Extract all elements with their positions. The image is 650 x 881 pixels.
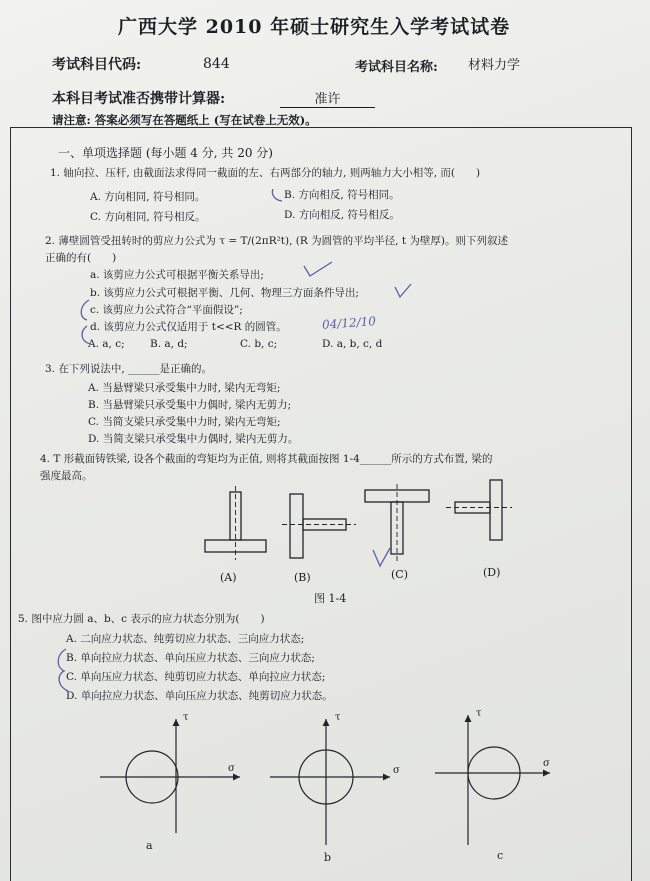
q5-option-a: A. 二向应力状态、纯剪切应力状态、三向应力状态; (66, 633, 305, 645)
subject-name-value: 材料力学 (468, 58, 521, 73)
q2-option-a: A. a, c; (88, 338, 125, 350)
fig-label-b: (B) (294, 571, 311, 584)
sigma-label-b: σ (393, 765, 400, 776)
circle-label-a: a (146, 839, 153, 852)
q2-option-c: C. b, c; (240, 338, 278, 350)
calculator-label: 本科目考试准否携带计算器: (52, 91, 226, 107)
calculator-value-text: 准许 (314, 92, 341, 107)
section-b-shape (282, 494, 356, 558)
q1-option-a: A. 方向相同, 符号相同。 (90, 191, 206, 203)
subject-code-label: 考试科目代码: (52, 57, 142, 73)
fig-label-a: (A) (220, 571, 237, 584)
handwritten-date: 04/12/10 (321, 314, 377, 332)
subject-name-label: 考试科目名称: (355, 60, 438, 75)
sigma-label-c: σ (543, 758, 550, 769)
q5-option-b: B. 单向拉应力状态、单向压应力状态、三向应力状态; (66, 652, 315, 664)
q2-option-b: B. a, d; (150, 338, 188, 350)
q1-option-d: D. 方向相反, 符号相反。 (284, 209, 400, 221)
mohr-circle-c (435, 715, 550, 845)
q5-stem: 5. 图中应力圆 a、b、c 表示的应力状态分别为( ) (18, 613, 265, 625)
page-title: 广西大学 2010 年硕士研究生入学考试试卷 (118, 16, 511, 38)
handwritten-tick-q2b (392, 282, 414, 300)
mohr-circles-figure (90, 705, 570, 865)
q2-item-c: c. 该剪应力公式符合“平面假设”; (90, 304, 243, 316)
q3-option-a: A. 当悬臂梁只承受集中力时, 梁内无弯矩; (88, 382, 281, 394)
section-c-shape (365, 484, 429, 562)
q4-stem-line1: 4. T 形截面铸铁梁, 设各个截面的弯矩均为正值, 则将其截面按图 1-4______所示的方式布置, 梁的 (40, 453, 493, 465)
section-title: 一、单项选择题 (每小题 4 分, 共 20 分) (58, 146, 273, 160)
q4-stem-line2: 强度最高。 (40, 470, 93, 482)
t-section-figures (190, 478, 550, 578)
q2-item-b: b. 该剪应力公式可根据平衡、几何、物理三方面条件导出; (90, 287, 359, 299)
q3-option-b: B. 当悬臂梁只承受集中力偶时, 梁内无剪力; (88, 399, 292, 411)
mohr-circle-a (100, 719, 240, 833)
q2-stem-line1: 2. 薄壁圆管受扭转时的剪应力公式为 τ = T/(2πR²t), (R 为圆管的平均半径, t 为壁厚)。则下列叙述 (45, 235, 508, 247)
q2-item-d: d. 该剪应力公式仅适用于 t<<R 的圆管。 (90, 321, 287, 333)
handwritten-tick (373, 548, 390, 566)
circle-label-c: c (497, 849, 504, 862)
section-a-shape (205, 486, 266, 560)
sigma-label-a: σ (228, 763, 235, 774)
mohr-circle-b (270, 719, 390, 845)
q1-stem: 1. 轴向拉、压杆, 由截面法求得同一截面的左、右两部分的轴力, 则两轴力大小相等, 而( ) (50, 167, 481, 179)
q1-option-b: B. 方向相反, 符号相同。 (284, 189, 400, 201)
q5-option-c: C. 单向压应力状态、纯剪切应力状态、单向拉应力状态; (66, 671, 326, 683)
handwritten-mark-q1 (270, 186, 290, 204)
q3-option-d: D. 当简支梁只承受集中力偶时, 梁内无剪力。 (88, 433, 299, 445)
handwritten-tick-q2a (300, 258, 340, 280)
section-d-shape (446, 480, 512, 540)
q2-item-a: a. 该剪应力公式可根据平衡关系导出; (90, 269, 264, 281)
calculator-value (280, 88, 375, 108)
figure-caption: 图 1-4 (314, 592, 347, 605)
q3-option-c: C. 当简支梁只承受集中力时, 梁内无弯矩; (88, 416, 281, 428)
handwritten-circle-q2 (75, 296, 95, 348)
tau-label-b: τ (335, 712, 341, 723)
q2-option-d: D. a, b, c, d (322, 338, 383, 350)
fig-label-d: (D) (483, 566, 501, 579)
q1-option-c: C. 方向相同, 符号相反。 (90, 211, 206, 223)
q5-option-d: D. 单向拉应力状态、单向压应力状态、纯剪切应力状态。 (66, 690, 333, 702)
handwritten-circle-mark (52, 645, 82, 695)
tau-label-c: τ (476, 708, 482, 719)
subject-code-value: 844 (203, 56, 230, 72)
q3-stem: 3. 在下列说法中, ______是正确的。 (45, 363, 213, 375)
fig-label-c: (C) (391, 568, 408, 581)
notice: 请注意: 答案必须写在答题纸上 (写在试卷上无效)。 (52, 113, 317, 127)
q2-stem-line2: 正确的有( ) (45, 252, 117, 264)
circle-label-b: b (324, 851, 332, 864)
tau-label-a: τ (183, 712, 189, 723)
